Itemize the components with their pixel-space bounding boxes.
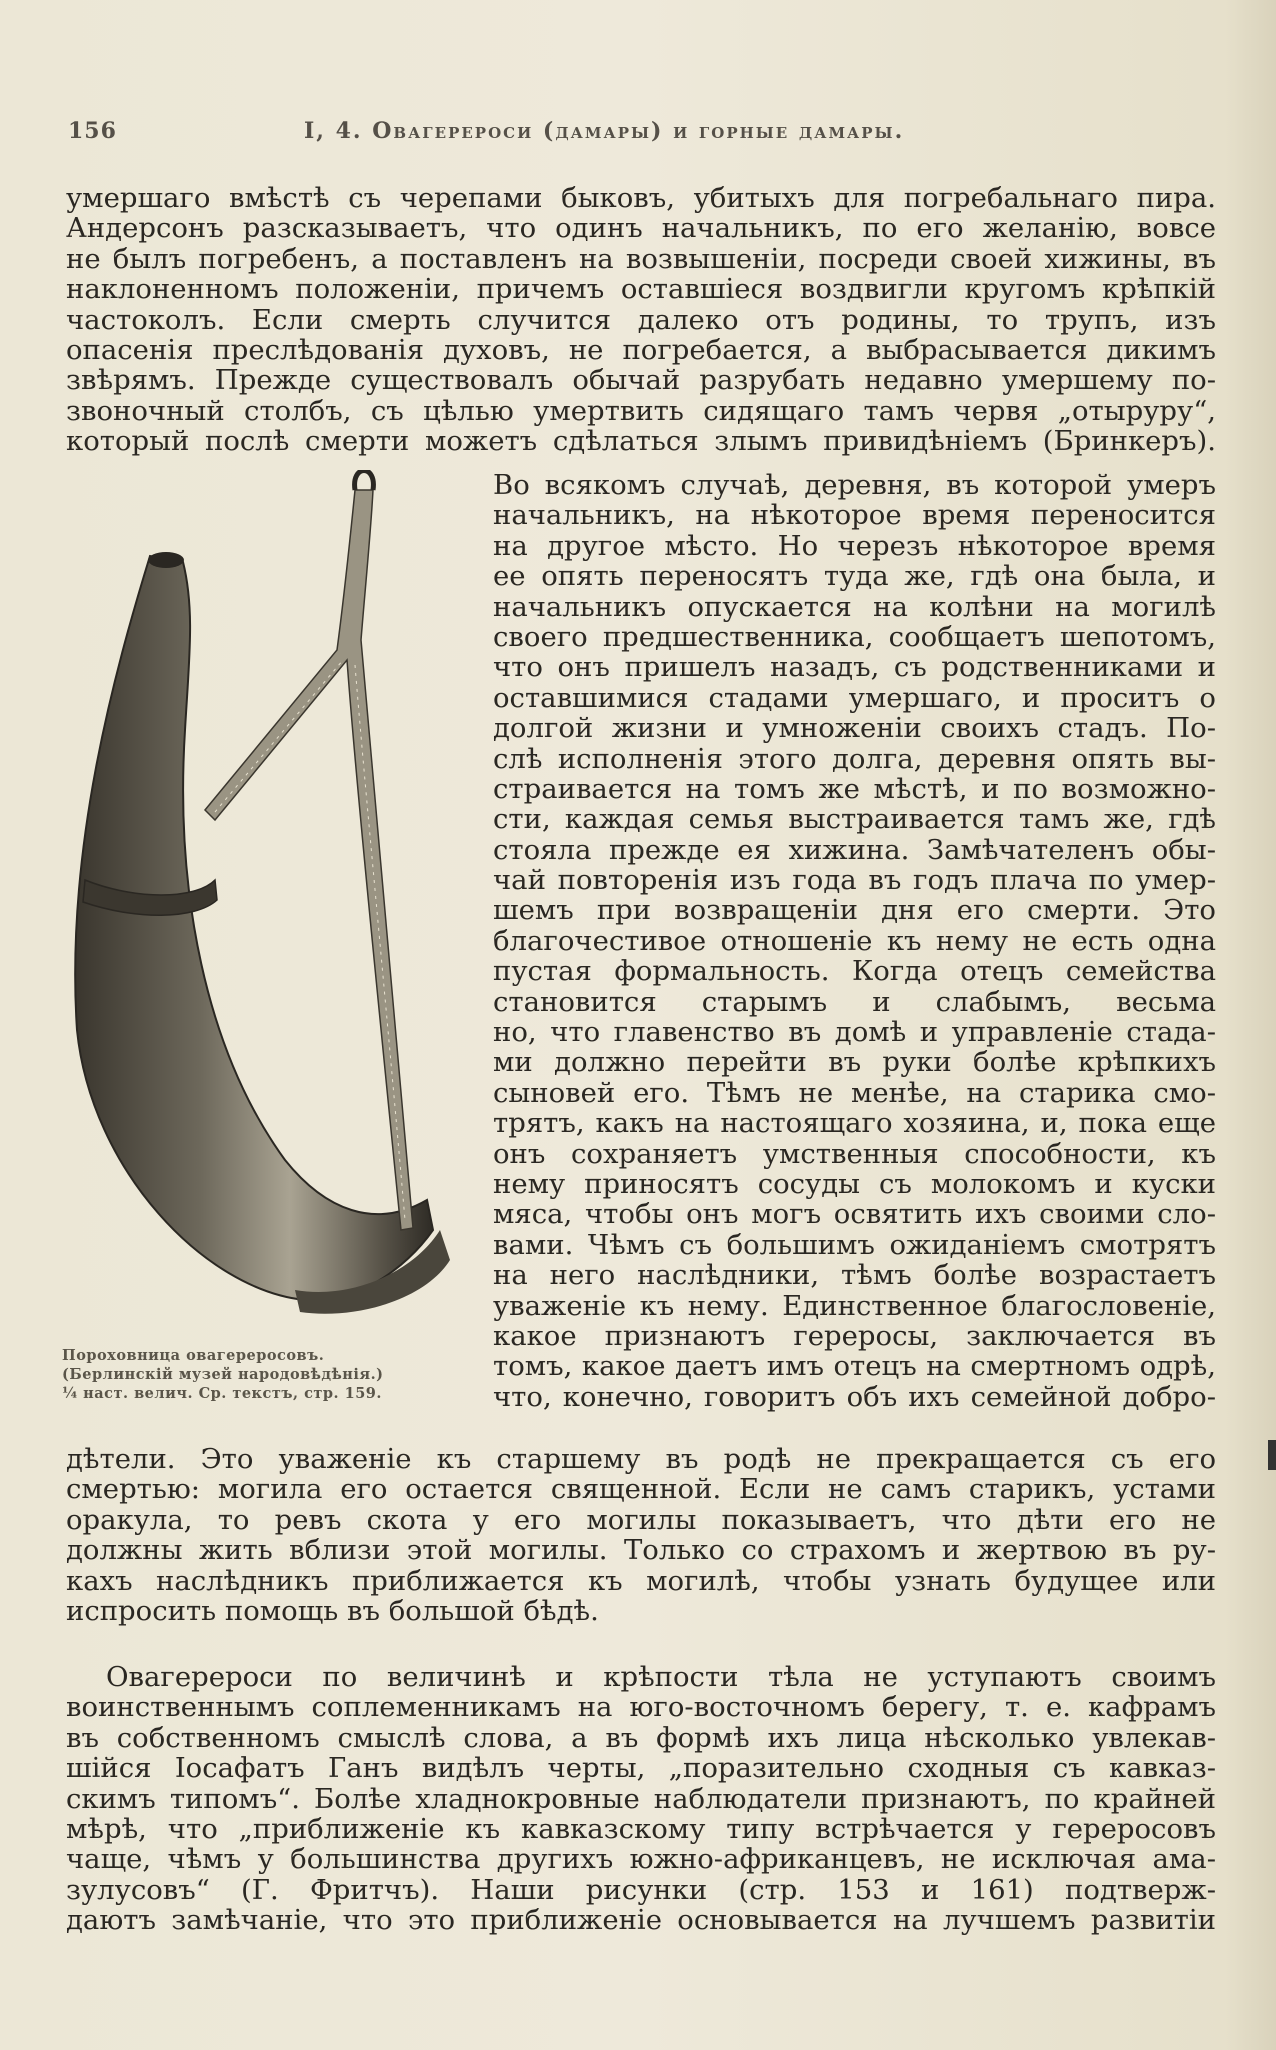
powder-horn-illustration (55, 470, 485, 1330)
text-line: Овагерероси по величинѣ и крѣпости тѣла не уступаютъ своимъ (106, 1662, 1216, 1693)
text-line: какое признаютъ гереросы, заключается въ (493, 1320, 1216, 1352)
text-line: оставшимися стадами умершаго, и проситъ о (493, 682, 1216, 714)
text-line: испросить помощь въ большой бѣдѣ. (66, 1595, 599, 1627)
text-line: своего предшественника, сообщаетъ шепотомъ, (493, 621, 1216, 653)
text-line: даютъ замѣчаніе, что это приближеніе основывается на лучшемъ развитіи (66, 1905, 1216, 1936)
text-line: въ собственномъ смыслѣ слова, а въ формѣ ихъ лица нѣсколько увлекав- (66, 1722, 1216, 1754)
text-line: зулусовъ“ (Г. Фритчъ). Наши рисунки (стр. 153 и 161) подтверж- (66, 1874, 1216, 1906)
text-line: начальникъ опускается на колѣни на могилѣ (493, 591, 1216, 622)
running-title: I, 4. Овагерероси (дамары) и горные дамары. (304, 118, 905, 144)
text-line: нему приносятъ сосуды съ молокомъ и куски (493, 1168, 1216, 1200)
text-line: томъ, какое даетъ имъ отецъ на смертномъ одрѣ, (493, 1351, 1216, 1382)
text-line: дѣтели. Это уваженіе къ старшему въ родѣ не прекращается съ его (66, 1444, 1216, 1475)
text-line: мѣрѣ, что „приближеніе къ кавказскому типу встрѣчается у гереросовъ (66, 1813, 1216, 1845)
text-line: мяса, чтобы онъ могъ освятить ихъ своими сло- (493, 1199, 1216, 1230)
text-line: трятъ, какъ на настоящаго хозяина, и, пока еще (493, 1108, 1216, 1139)
text-line: что, конечно, говоритъ объ ихъ семейной добро- (493, 1381, 1216, 1413)
powder-horn-drawing (55, 470, 485, 1330)
text-line: шійся Іосафатъ Ганъ видѣлъ черты, „поразительно сходныя съ кавказ- (66, 1753, 1216, 1784)
text-line: слѣ исполненія этого долга, деревня опять вы- (493, 743, 1216, 774)
text-line: чай повторенія изъ года въ годъ плача по умер- (493, 865, 1216, 896)
figure-caption (62, 1346, 482, 1403)
text-line: умершаго вмѣстѣ съ черепами быковъ, убитыхъ для погребальнаго пира. (66, 183, 1216, 214)
text-line: на другое мѣсто. Но черезъ нѣкоторое время (493, 530, 1216, 562)
text-line: оракула, то ревъ скота у его могилы показываетъ, что дѣти его не (66, 1504, 1216, 1536)
text-line: опасенія преслѣдованія духовъ, не погребается, а выбрасывается дикимъ (66, 334, 1216, 366)
text-line: благочестивое отношеніе къ нему не есть одна (493, 925, 1216, 957)
page-number: 156 (68, 118, 117, 144)
text-line: не былъ погребенъ, а поставленъ на возвышеніи, посреди своей хижины, въ (66, 243, 1216, 275)
final-paragraph (66, 1662, 1216, 1936)
text-line: долгой жизни и умноженіи своихъ стадъ. По- (493, 713, 1216, 744)
text-line: онъ сохраняетъ умственныя способности, къ (493, 1138, 1216, 1169)
text-line: наклоненномъ положеніи, причемъ оставшіеся воздвигли кругомъ крѣпкій (66, 274, 1216, 305)
text-line: начальникъ, на нѣкоторое время переносится (493, 500, 1216, 531)
text-line: который послѣ смерти можетъ сдѣлаться злымъ привидѣніемъ (Бринкеръ). (66, 426, 1216, 457)
text-line: должны жить вблизи этой могилы. Только со страхомъ и жертвою въ ру- (66, 1535, 1216, 1566)
text-line: но, что главенство въ домѣ и управленіе стада- (493, 1017, 1216, 1048)
text-line: Во всякомъ случаѣ, деревня, въ которой умеръ (493, 470, 1216, 501)
text-line: уваженіе къ нему. Единственное благословеніе, (493, 1290, 1216, 1321)
text-line: ее опять переносятъ туда же, гдѣ она была, и (493, 561, 1216, 592)
text-line: вами. Чѣмъ съ большимъ ожиданіемъ смотрятъ (493, 1229, 1216, 1261)
bottom-paragraph (66, 1444, 1216, 1626)
running-header (68, 118, 1218, 158)
text-line: чаще, чѣмъ у большинства другихъ южно-африканцевъ, не исключая ама- (66, 1844, 1216, 1875)
caption-line: Пороховница овагереросовъ. (62, 1347, 325, 1364)
text-line: становится старымъ и слабымъ, весьма (493, 986, 1216, 1018)
text-line: ми должно перейти въ руки болѣе крѣпкихъ (493, 1047, 1216, 1078)
text-line: пустая формальность. Когда отецъ семейства (493, 956, 1216, 987)
text-line: что онъ пришелъ назадъ, съ родственниками и (493, 652, 1216, 683)
text-line: шемъ при возвращеніи дня его смерти. Это (493, 895, 1216, 926)
text-line: смертью: могила его остается священной. Если не самъ старикъ, устами (66, 1474, 1216, 1505)
text-line: звѣрямъ. Прежде существовалъ обычай разрубать недавно умершему по- (66, 365, 1216, 396)
text-line: сыновей его. Тѣмъ не менѣе, на старика смо- (493, 1077, 1216, 1109)
top-paragraph (66, 183, 1216, 457)
text-line: звоночный столбъ, съ цѣлью умертвить сидящаго тамъ червя „отыруру“, (66, 395, 1216, 427)
text-line: воинственнымъ соплеменникамъ на юго-восточномъ берегу, т. е. кафрамъ (66, 1692, 1216, 1723)
text-line: Андерсонъ разсказываетъ, что одинъ начальникъ, по его желанію, вовсе (66, 213, 1216, 244)
caption-line: ¼ наст. велич. Ср. текстъ, стр. 159. (62, 1385, 382, 1402)
text-line: скимъ типомъ“. Болѣе хладнокровные наблюдатели признаютъ, по крайней (66, 1783, 1216, 1814)
text-line: страивается на томъ же мѣстѣ, и по возможно- (493, 773, 1216, 805)
text-line: сти, каждая семья выстраивается тамъ же, гдѣ (493, 804, 1216, 835)
text-line: кахъ наслѣдникъ приближается къ могилѣ, чтобы узнать будущее или (66, 1565, 1216, 1596)
right-column-paragraph (493, 470, 1216, 1412)
page-edge-mark (1268, 1440, 1276, 1470)
text-line: стояла прежде ея хижина. Замѣчателенъ обы- (493, 834, 1216, 866)
caption-line: (Берлинскій музей народовѣдѣнія.) (62, 1366, 384, 1383)
text-line: частоколъ. Если смерть случится далеко отъ родины, то трупъ, изъ (66, 304, 1216, 335)
text-line: на него наслѣдники, тѣмъ болѣе возрастаетъ (493, 1260, 1216, 1291)
